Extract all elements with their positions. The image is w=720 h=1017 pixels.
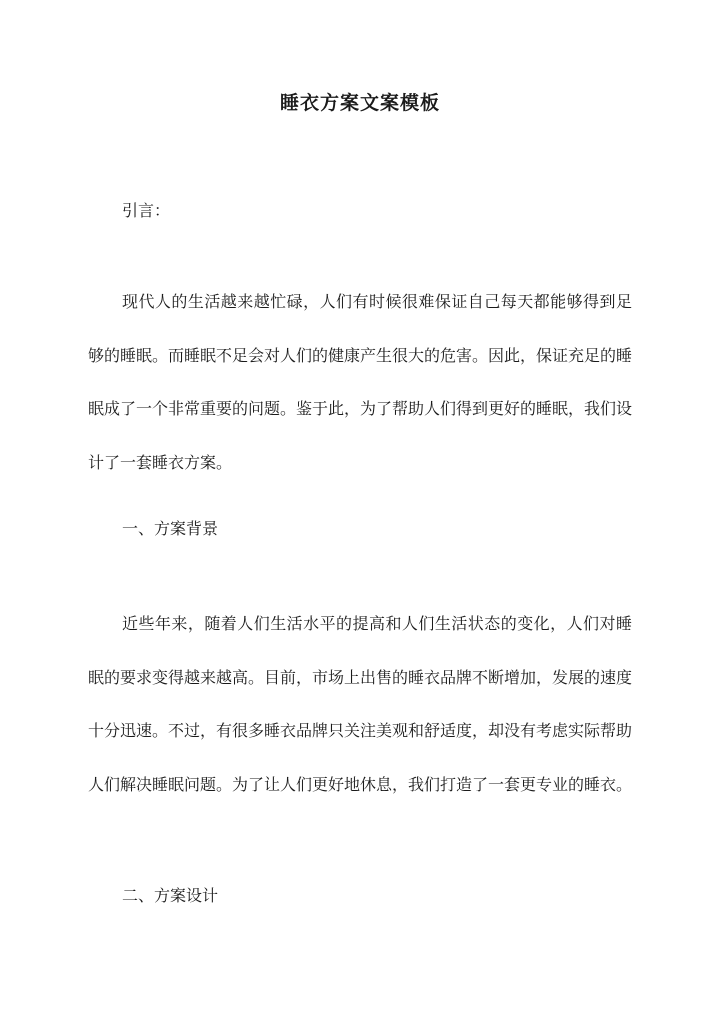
intro-paragraph: 现代人的生活越来越忙碌，人们有时候很难保证自己每天都能够得到足够的睡眠。而睡眠不足会对人们的健康产生很大的危害。因此，保证充足的睡眠成了一个非常重要的问题。鉴于此，为了帮助人们得到更好的睡眠，我们设计了一套睡衣方案。 [88,292,633,472]
intro-label: 引言： [122,201,171,220]
document-title: 睡衣方案文案模板 [279,92,440,114]
section-heading-background: 一、方案背景 [122,519,219,538]
section-paragraph-background: 近些年来，随着人们生活水平的提高和人们生活状态的变化，人们对睡眠的要求变得越来越高。目前，市场上出售的睡衣品牌不断增加，发展的速度十分迅速。不过，有很多睡衣品牌只关注美观和舒适度，却没有考虑实际帮助人们解决睡眠问题。为了让人们更好地休息，我们打造了一套更专业的睡衣。 [88,614,633,794]
section-heading-design: 二、方案设计 [122,886,219,905]
